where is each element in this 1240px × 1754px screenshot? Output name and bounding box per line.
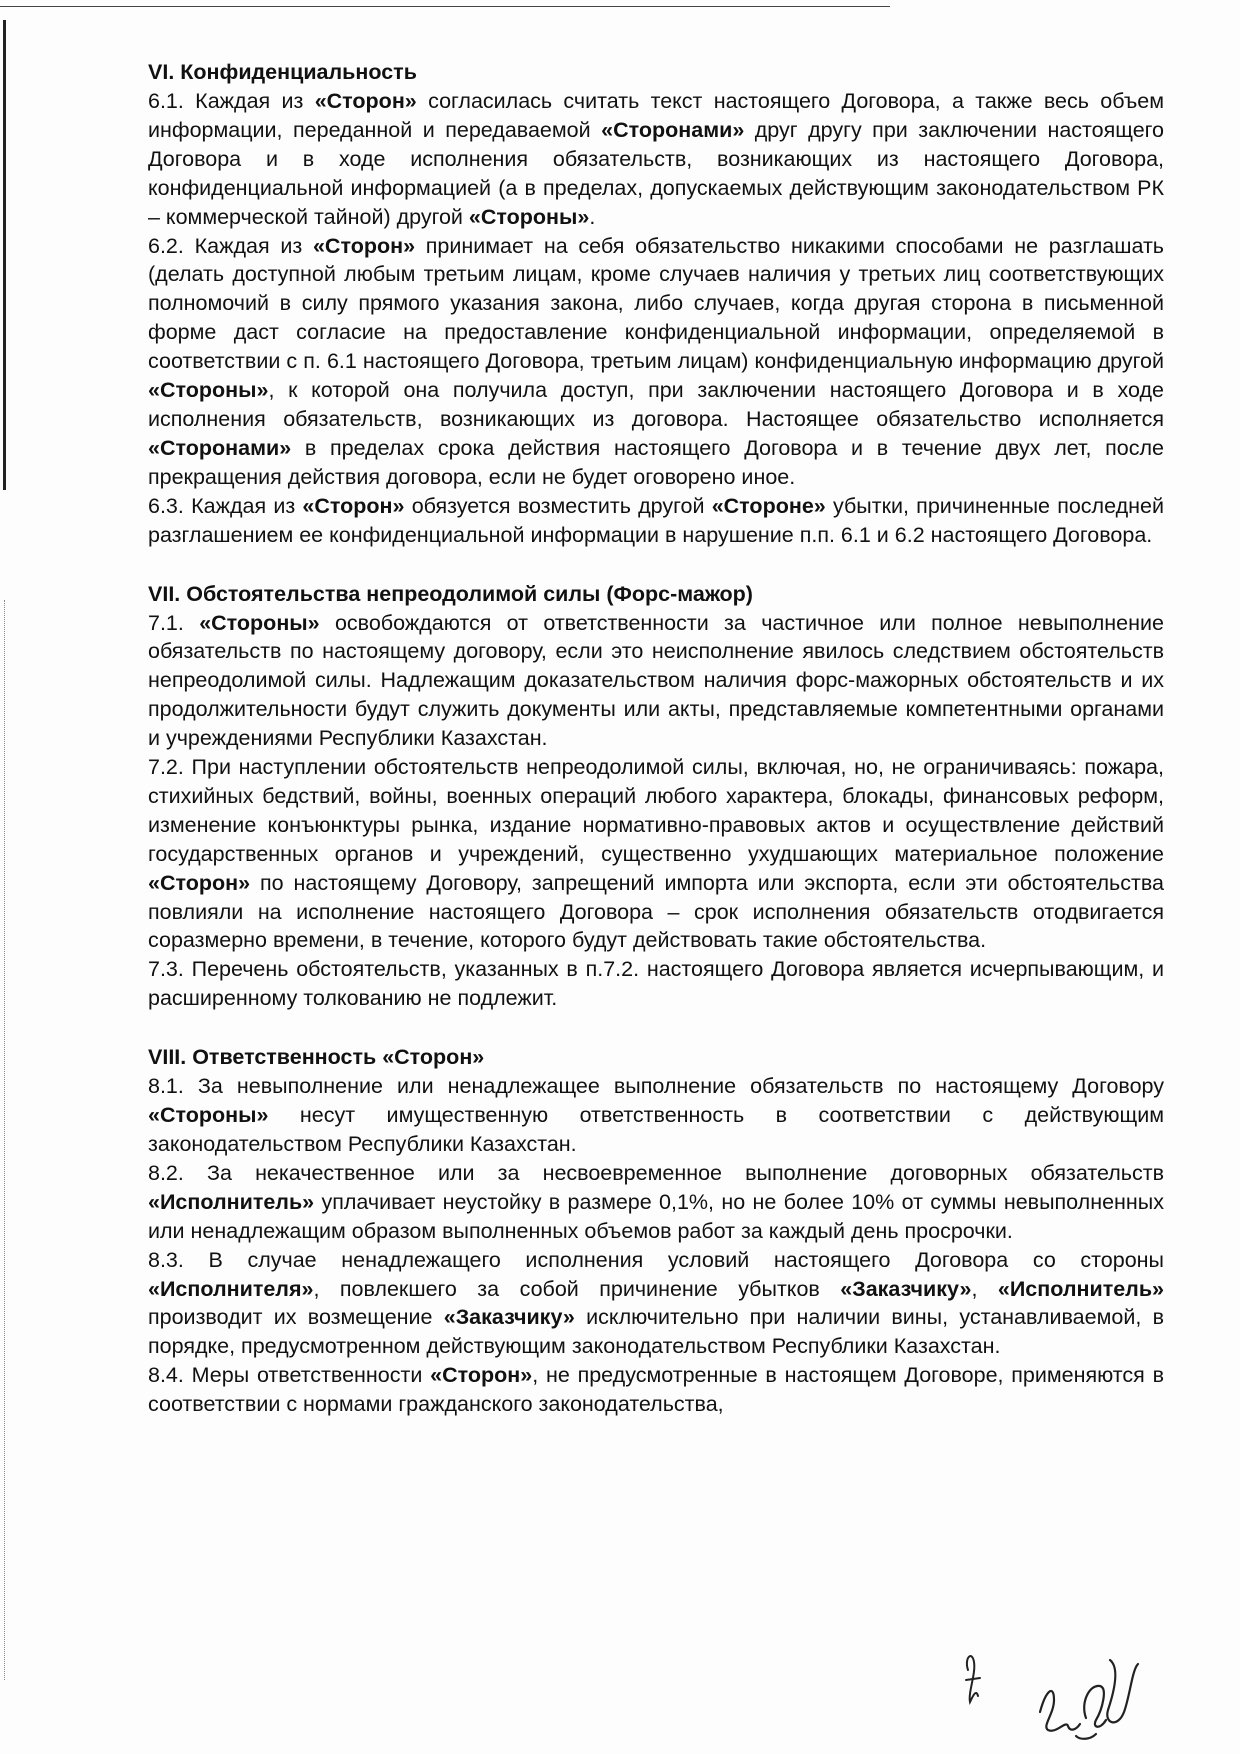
document-body xyxy=(148,58,1164,1419)
party-term: «Сторон» xyxy=(312,233,416,258)
party-term: «Стороне» xyxy=(711,493,826,518)
party-term: «Сторонами» xyxy=(601,117,745,142)
clause-text: 8.4. Меры ответственности xyxy=(148,1363,431,1388)
party-term: «Сторон» xyxy=(302,493,405,518)
party-term: «Сторон» xyxy=(148,870,251,895)
clause-text: . xyxy=(589,204,596,229)
party-term: «Сторон» xyxy=(430,1363,533,1388)
clause-text: 6.3. Каждая из xyxy=(148,493,303,518)
clause-text: принимает на себя обязательство никакими способами не разглашать (делать доступной любым третьим лицам, кроме случаев наличия у третьих лиц соответствующих полномочий в силу прямого указания закона, либо случаев, когда другая сторона в письменной форме даст согласие на предоставление конфиденциальной информации, определяемой в соответствии с п. 6.1 настоящего Договора, третьим лицам) конфиденциальную информацию другой xyxy=(148,233,1164,374)
clause-text: несут имущественную ответственность в соответствии с действующим законодательством Республики Казахстан. xyxy=(148,1103,1164,1156)
section-heading: VI. Конфиденциальность xyxy=(148,60,417,84)
clause xyxy=(148,609,1164,754)
clause xyxy=(148,1072,1164,1159)
clause-text: 8.3. В случае ненадлежащего исполнения условий настоящего Договора со стороны xyxy=(148,1247,1164,1272)
party-term: «Исполнителя» xyxy=(148,1276,314,1301)
clause xyxy=(148,955,1164,1013)
clause-text: , повлекшего за собой причинение убытков xyxy=(313,1276,841,1301)
scan-left-edge xyxy=(3,20,9,490)
clause-text: , не предусмотренные в настоящем Договоре, применяются в соответствии с нормами гражданского законодательства, xyxy=(148,1363,1164,1417)
clause-text: 6.2. Каждая из xyxy=(148,233,313,258)
clause-text: 8.2. За некачественное или за несвоевременное выполнение договорных обязательств xyxy=(148,1160,1164,1185)
clause-text: 7.2. При наступлении обстоятельств непреодолимой силы, включая, но, не ограничиваясь: пожара, стихийных бедствий, войны, военных операций любого характера, блокады, финансовых реформ, изменение конъюнктуры рынка, издание нормативно-правовых актов и осуществление действий государственных органов и учреждений, существенно ухудшающих материальное положение xyxy=(148,755,1164,866)
party-term: «Стороны» xyxy=(468,204,590,229)
party-term: «Сторон» xyxy=(314,89,417,113)
signatures xyxy=(950,1640,1190,1750)
clause xyxy=(148,492,1164,550)
clause-text: уплачивает неустойку в размере 0,1%, но не более 10% от суммы невыполненных или ненадлежащим образом выполненных объемов работ за каждый день просрочки. xyxy=(148,1189,1164,1243)
clause-text: 7.1. xyxy=(148,610,200,635)
clause xyxy=(148,1159,1164,1246)
section xyxy=(148,58,1164,550)
clause-text: , xyxy=(971,1276,998,1301)
party-term: «Стороны» xyxy=(148,1103,269,1128)
clause-text: по настоящему Договору, запрещений импорта или экспорта, если эти обстоятельства повлияли на исполнение настоящего Договора – срок исполнения обязательств отодвигается соразмерно времени, в течение, которого будут действовать такие обстоятельства. xyxy=(148,870,1164,953)
signature-mark xyxy=(1040,1660,1138,1739)
clause xyxy=(148,232,1164,492)
clause-text: убытки, причиненные последней разглашением ее конфиденциальной информации в нарушение п.п. 6.1 и 6.2 настоящего Договора. xyxy=(148,493,1164,547)
clause-text: в пределах срока действия настоящего Договора и в течение двух лет, после прекращения действия договора, если не будет оговорено иное. xyxy=(148,435,1164,489)
clause-text: 7.3. Перечень обстоятельств, указанных в п.7.2. настоящего Договора является исчерпывающим, и расширенному толкованию не подлежит. xyxy=(148,957,1164,1011)
section-heading: VII. Обстоятельства непреодолимой силы (Форс-мажор) xyxy=(148,581,753,606)
clause-text: друг другу при заключении настоящего Договора и в ходе исполнения обязательств, возникающих из настоящего Договора, конфиденциальной информацией (а в пределах, допускаемых действующим законодательством РК – коммерческой тайной) другой xyxy=(148,117,1164,229)
clause xyxy=(148,753,1164,955)
scan-left-edge-dots xyxy=(4,600,5,1680)
party-term: «Заказчику» xyxy=(443,1305,575,1330)
clause-text: 8.1. За невыполнение или ненадлежащее выполнение обязательств по настоящему Договору xyxy=(148,1074,1164,1099)
initials-mark xyxy=(966,1656,980,1702)
section-heading: VIII. Ответственность «Сторон» xyxy=(148,1045,485,1070)
clause-text: освобождаются от ответственности за частичное или полное невыполнение обязательств по настоящему договору, если это неисполнение явилось следствием обстоятельств непреодолимой силы. Надлежащим доказательством наличия форс-мажорных обстоятельств и их продолжительности будут служить документы или акты, представляемые компетентными органами и учреждениями Республики Казахстан. xyxy=(148,610,1164,751)
clause-text: , к которой она получила доступ, при заключении настоящего Договора и в ходе исполнения обязательств, возникающих из договора. Настоящее обязательство исполняется xyxy=(148,378,1164,431)
top-border-line xyxy=(0,6,890,7)
clause xyxy=(148,87,1164,232)
clause xyxy=(148,1361,1164,1419)
clause xyxy=(148,1246,1164,1362)
party-term: «Стороны» xyxy=(148,378,269,403)
party-term: «Стороны» xyxy=(199,610,320,635)
section xyxy=(148,1043,1164,1419)
clause-text: исключительно при наличии вины, устанавливаемой, в порядке, предусмотренном действующим законодательством Республики Казахстан. xyxy=(148,1305,1164,1359)
clause-text: согласилась считать текст настоящего Договора, а также весь объем информации, переданной и передаваемой xyxy=(148,89,1164,142)
section xyxy=(148,580,1164,1014)
party-term: «Исполнитель» xyxy=(997,1276,1165,1301)
clause-text: обязуется возместить другой xyxy=(404,493,712,518)
clause-text: производит их возмещение xyxy=(148,1305,444,1330)
party-term: «Сторонами» xyxy=(148,435,292,460)
clause-text: 6.1. Каждая из xyxy=(148,89,315,113)
party-term: «Заказчику» xyxy=(840,1276,972,1301)
party-term: «Исполнитель» xyxy=(148,1189,315,1214)
